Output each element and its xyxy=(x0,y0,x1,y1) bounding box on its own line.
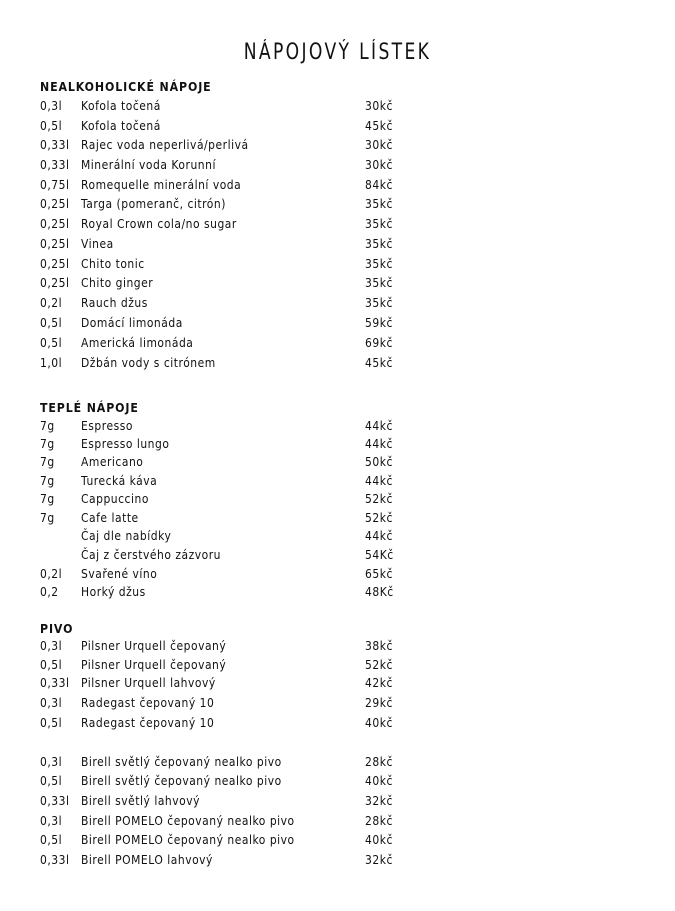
item-quantity: 0,33l xyxy=(40,137,70,152)
item-price: 44kč xyxy=(365,418,393,433)
item-price: 38kč xyxy=(365,638,393,653)
item-name: Birell světlý čepovaný nealko pivo xyxy=(81,773,282,788)
item-price: 28kč xyxy=(365,813,393,828)
item-quantity: 0,33l xyxy=(40,793,70,808)
item-name: Kofola točená xyxy=(81,98,161,113)
item-quantity: 0,25l xyxy=(40,236,70,251)
item-quantity: 0,75l xyxy=(40,177,70,192)
item-quantity: 0,2 xyxy=(40,584,59,599)
item-name: Cafe latte xyxy=(81,510,139,525)
item-price: 84kč xyxy=(365,177,393,192)
item-quantity: 0,25l xyxy=(40,275,70,290)
item-name: Birell POMELO čepovaný nealko pivo xyxy=(81,832,295,847)
menu-row xyxy=(0,157,675,175)
item-name: Čaj z čerstvého zázvoru xyxy=(81,547,222,562)
item-name: Cappuccino xyxy=(81,491,149,506)
item-price: 44kč xyxy=(365,473,393,488)
menu-row xyxy=(0,510,675,528)
item-name: Horký džus xyxy=(81,584,146,599)
item-quantity: 7g xyxy=(40,418,55,433)
item-name: Chito ginger xyxy=(81,275,154,290)
menu-row xyxy=(0,832,675,850)
menu-row xyxy=(0,454,675,472)
item-quantity: 7g xyxy=(40,473,55,488)
item-price: 35kč xyxy=(365,216,393,231)
item-price: 65kč xyxy=(365,566,393,581)
item-price: 40kč xyxy=(365,715,393,730)
item-quantity: 0,3l xyxy=(40,813,63,828)
item-name: Espresso lungo xyxy=(81,436,170,451)
item-name: Čaj dle nabídky xyxy=(81,528,172,543)
item-name: Birell POMELO lahvový xyxy=(81,852,213,867)
item-name: Targa (pomeranč, citrón) xyxy=(81,196,226,211)
item-quantity: 7g xyxy=(40,491,55,506)
item-name: Svařené víno xyxy=(81,566,158,581)
item-quantity: 0,5l xyxy=(40,832,63,847)
item-quantity: 0,33l xyxy=(40,852,70,867)
menu-row xyxy=(0,418,675,436)
menu-title: NÁPOJOVÝ LÍSTEK xyxy=(243,40,432,65)
item-price: 35kč xyxy=(365,196,393,211)
item-name: Birell světlý čepovaný nealko pivo xyxy=(81,754,282,769)
item-quantity: 7g xyxy=(40,454,55,469)
item-price: 28kč xyxy=(365,754,393,769)
item-quantity: 0,25l xyxy=(40,256,70,271)
menu-row xyxy=(0,236,675,254)
item-quantity: 1,0l xyxy=(40,355,63,370)
menu-row xyxy=(0,436,675,454)
item-quantity: 0,3l xyxy=(40,638,63,653)
menu-row xyxy=(0,793,675,811)
item-price: 30kč xyxy=(365,98,393,113)
menu-row xyxy=(0,256,675,274)
item-name: Pilsner Urquell čepovaný xyxy=(81,638,227,653)
section-heading-hot-drinks: TEPLÉ NÁPOJE xyxy=(40,400,139,415)
menu-row xyxy=(0,813,675,831)
item-quantity: 0,5l xyxy=(40,118,63,133)
section-heading-soft-drinks: NEALKOHOLICKÉ NÁPOJE xyxy=(40,79,212,94)
menu-row xyxy=(0,137,675,155)
item-name: Americano xyxy=(81,454,144,469)
item-price: 30kč xyxy=(365,137,393,152)
menu-row xyxy=(0,638,675,656)
item-price: 42kč xyxy=(365,675,393,690)
menu-row xyxy=(0,275,675,293)
item-name: Americká limonáda xyxy=(81,335,194,350)
item-price: 40kč xyxy=(365,832,393,847)
item-price: 52kč xyxy=(365,657,393,672)
item-name: Birell POMELO čepovaný nealko pivo xyxy=(81,813,295,828)
menu-row xyxy=(0,491,675,509)
item-quantity: 7g xyxy=(40,510,55,525)
menu-row xyxy=(0,773,675,791)
item-quantity: 0,25l xyxy=(40,216,70,231)
menu-row xyxy=(0,118,675,136)
item-quantity: 0,3l xyxy=(40,754,63,769)
menu-row xyxy=(0,528,675,546)
item-quantity: 0,5l xyxy=(40,657,63,672)
item-name: Džbán vody s citrónem xyxy=(81,355,216,370)
item-price: 45kč xyxy=(365,355,393,370)
menu-row xyxy=(0,196,675,214)
item-name: Pilsner Urquell lahvový xyxy=(81,675,216,690)
item-quantity: 0,3l xyxy=(40,98,63,113)
item-price: 30kč xyxy=(365,157,393,172)
item-name: Romequelle minerální voda xyxy=(81,177,242,192)
item-price: 35kč xyxy=(365,275,393,290)
item-price: 52kč xyxy=(365,510,393,525)
menu-row xyxy=(0,355,675,373)
item-name: Chito tonic xyxy=(81,256,145,271)
item-name: Minerální voda Korunní xyxy=(81,157,216,172)
menu-row xyxy=(0,473,675,491)
item-price: 29kč xyxy=(365,695,393,710)
item-name: Vinea xyxy=(81,236,114,251)
menu-row xyxy=(0,315,675,333)
item-quantity: 0,3l xyxy=(40,695,63,710)
item-name: Domácí limonáda xyxy=(81,315,183,330)
item-quantity: 0,33l xyxy=(40,157,70,172)
section-heading-beer: PIVO xyxy=(40,621,74,636)
item-price: 44kč xyxy=(365,528,393,543)
item-name: Rajec voda neperlivá/perlivá xyxy=(81,137,249,152)
menu-row xyxy=(0,675,675,693)
item-price: 44kč xyxy=(365,436,393,451)
menu-row xyxy=(0,335,675,353)
menu-row xyxy=(0,177,675,195)
menu-row xyxy=(0,852,675,870)
item-quantity: 0,5l xyxy=(40,315,63,330)
item-quantity: 0,5l xyxy=(40,773,63,788)
item-quantity: 0,25l xyxy=(40,196,70,211)
item-quantity: 0,5l xyxy=(40,715,63,730)
item-name: Radegast čepovaný 10 xyxy=(81,695,215,710)
item-quantity: 7g xyxy=(40,436,55,451)
menu-row xyxy=(0,754,675,772)
menu-row xyxy=(0,98,675,116)
item-quantity: 0,5l xyxy=(40,335,63,350)
item-price: 32kč xyxy=(365,793,393,808)
item-name: Kofola točená xyxy=(81,118,161,133)
item-name: Royal Crown cola/no sugar xyxy=(81,216,237,231)
menu-row xyxy=(0,216,675,234)
item-name: Espresso xyxy=(81,418,133,433)
item-price: 45kč xyxy=(365,118,393,133)
item-price: 48Kč xyxy=(365,584,394,599)
item-price: 50kč xyxy=(365,454,393,469)
item-name: Turecká káva xyxy=(81,473,158,488)
item-price: 54Kč xyxy=(365,547,394,562)
menu-row xyxy=(0,657,675,675)
menu-row xyxy=(0,547,675,565)
item-quantity: 0,2l xyxy=(40,566,63,581)
item-price: 35kč xyxy=(365,236,393,251)
item-price: 40kč xyxy=(365,773,393,788)
item-price: 69kč xyxy=(365,335,393,350)
item-name: Rauch džus xyxy=(81,295,148,310)
item-price: 32kč xyxy=(365,852,393,867)
menu-row xyxy=(0,715,675,733)
item-price: 35kč xyxy=(365,256,393,271)
menu-row xyxy=(0,566,675,584)
item-price: 52kč xyxy=(365,491,393,506)
item-quantity: 0,33l xyxy=(40,675,70,690)
item-name: Birell světlý lahvový xyxy=(81,793,201,808)
item-price: 35kč xyxy=(365,295,393,310)
item-quantity: 0,2l xyxy=(40,295,63,310)
menu-row xyxy=(0,584,675,602)
menu-row xyxy=(0,695,675,713)
item-name: Pilsner Urquell čepovaný xyxy=(81,657,227,672)
item-name: Radegast čepovaný 10 xyxy=(81,715,215,730)
menu-row xyxy=(0,295,675,313)
item-price: 59kč xyxy=(365,315,393,330)
